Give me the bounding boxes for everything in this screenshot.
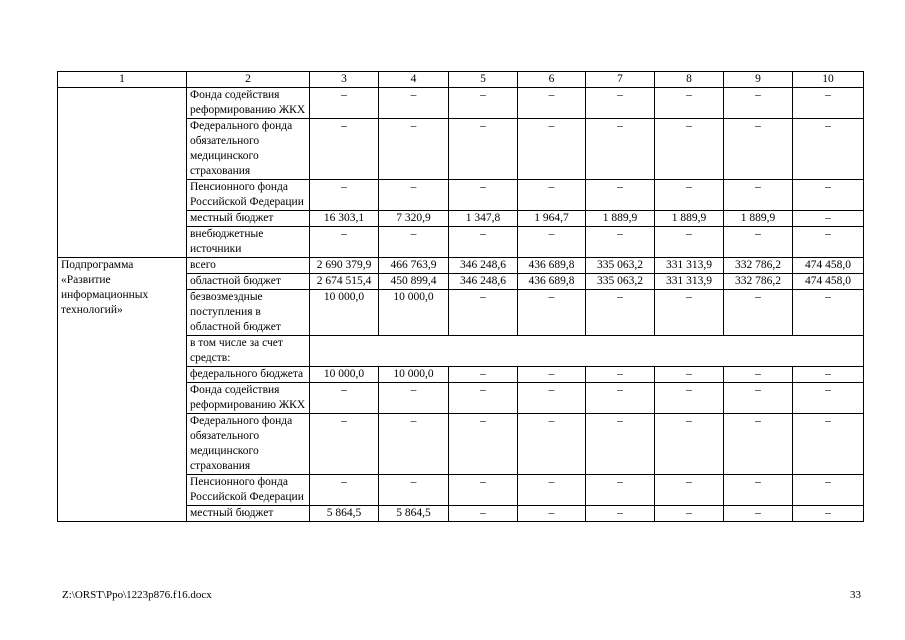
value-cell: – [586, 506, 655, 522]
source-label-cell: внебюджетные источники [187, 227, 310, 258]
value-cell: 1 964,7 [518, 211, 586, 227]
header-cell: 3 [310, 72, 379, 88]
value-cell: 10 000,0 [379, 367, 449, 383]
header-cell: 5 [449, 72, 518, 88]
value-cell: 16 303,1 [310, 211, 379, 227]
value-cell: – [379, 88, 449, 119]
value-cell: – [449, 383, 518, 414]
value-cell: – [518, 383, 586, 414]
value-cell: – [724, 414, 793, 475]
value-cell: – [793, 227, 864, 258]
value-cell: – [655, 290, 724, 336]
value-cell: 5 864,5 [379, 506, 449, 522]
value-cell: – [655, 180, 724, 211]
value-cell: – [586, 383, 655, 414]
value-cell: – [655, 88, 724, 119]
value-cell: 331 313,9 [655, 274, 724, 290]
header-cell: 6 [518, 72, 586, 88]
header-cell: 1 [58, 72, 187, 88]
value-cell: – [310, 414, 379, 475]
source-label-cell: местный бюджет [187, 211, 310, 227]
header-cell: 8 [655, 72, 724, 88]
header-cell: 4 [379, 72, 449, 88]
value-cell: – [724, 367, 793, 383]
value-cell: – [793, 88, 864, 119]
program-name-cell [58, 88, 187, 258]
footer-file-path: Z:\ORST\Ppo\1223p876.f16.docx [62, 589, 212, 601]
value-cell: – [379, 119, 449, 180]
source-label-cell: Федерального фонда обязательного медицинского страхования [187, 119, 310, 180]
value-cell: – [449, 180, 518, 211]
value-cell: – [518, 227, 586, 258]
source-label-cell: Пенсионного фонда Российской Федерации [187, 475, 310, 506]
value-cell: – [449, 227, 518, 258]
source-label-cell: Пенсионного фонда Российской Федерации [187, 180, 310, 211]
value-cell: – [724, 119, 793, 180]
value-cell: 2 674 515,4 [310, 274, 379, 290]
value-cell: – [724, 506, 793, 522]
value-cell: – [449, 119, 518, 180]
source-label-cell: безвозмездные поступления в областной бюджет [187, 290, 310, 336]
value-cell: – [310, 383, 379, 414]
value-cell: 2 690 379,9 [310, 258, 379, 274]
value-cell: 332 786,2 [724, 258, 793, 274]
value-cell: 450 899,4 [379, 274, 449, 290]
value-cell: – [793, 180, 864, 211]
value-cell: – [793, 475, 864, 506]
value-cell: – [724, 227, 793, 258]
value-cell: 466 763,9 [379, 258, 449, 274]
value-cell: – [586, 88, 655, 119]
value-cell: – [518, 180, 586, 211]
value-cell: – [586, 367, 655, 383]
value-cell: – [586, 475, 655, 506]
value-cell: – [586, 414, 655, 475]
source-label-cell: местный бюджет [187, 506, 310, 522]
program-name-cell: Подпрограмма «Развитие информационных технологий» [58, 258, 187, 522]
value-cell: – [655, 119, 724, 180]
value-cell: – [724, 475, 793, 506]
source-label-cell: областной бюджет [187, 274, 310, 290]
value-cell: 7 320,9 [379, 211, 449, 227]
value-cell: – [518, 506, 586, 522]
value-cell: – [655, 414, 724, 475]
value-cell: – [310, 88, 379, 119]
table-row [58, 258, 864, 274]
value-cell: – [793, 290, 864, 336]
value-cell: – [379, 227, 449, 258]
empty-span-cell [310, 336, 864, 367]
value-cell: – [449, 475, 518, 506]
source-label-cell: Федерального фонда обязательного медицинского страхования [187, 414, 310, 475]
value-cell: – [310, 180, 379, 211]
value-cell: – [655, 506, 724, 522]
value-cell: – [518, 119, 586, 180]
value-cell: 5 864,5 [310, 506, 379, 522]
value-cell: – [518, 367, 586, 383]
value-cell: 1 889,9 [724, 211, 793, 227]
value-cell: – [379, 475, 449, 506]
value-cell: – [449, 414, 518, 475]
header-cell: 7 [586, 72, 655, 88]
value-cell: – [793, 414, 864, 475]
value-cell: – [793, 506, 864, 522]
value-cell: – [310, 475, 379, 506]
header-cell: 2 [187, 72, 310, 88]
header-cell: 10 [793, 72, 864, 88]
value-cell: 1 889,9 [586, 211, 655, 227]
value-cell: 436 689,8 [518, 274, 586, 290]
value-cell: – [724, 290, 793, 336]
value-cell: – [724, 88, 793, 119]
value-cell: 346 248,6 [449, 258, 518, 274]
value-cell: – [586, 119, 655, 180]
table-row [58, 88, 864, 119]
source-label-cell: федерального бюджета [187, 367, 310, 383]
value-cell: – [449, 290, 518, 336]
value-cell: – [449, 367, 518, 383]
value-cell: 331 313,9 [655, 258, 724, 274]
value-cell: – [310, 119, 379, 180]
value-cell: – [793, 211, 864, 227]
value-cell: – [518, 290, 586, 336]
value-cell: – [586, 290, 655, 336]
value-cell: – [655, 475, 724, 506]
value-cell: – [518, 88, 586, 119]
value-cell: 10 000,0 [310, 367, 379, 383]
value-cell: 436 689,8 [518, 258, 586, 274]
footer-page-number: 33 [850, 589, 861, 601]
value-cell: 10 000,0 [310, 290, 379, 336]
value-cell: 335 063,2 [586, 274, 655, 290]
value-cell: – [518, 475, 586, 506]
source-label-cell: Фонда содействия реформированию ЖКХ [187, 383, 310, 414]
source-label-cell: всего [187, 258, 310, 274]
value-cell: 474 458,0 [793, 274, 864, 290]
value-cell: – [724, 180, 793, 211]
value-cell: – [310, 227, 379, 258]
value-cell: – [449, 88, 518, 119]
value-cell: – [379, 383, 449, 414]
value-cell: – [655, 383, 724, 414]
value-cell: 474 458,0 [793, 258, 864, 274]
header-row [58, 72, 864, 88]
source-label-cell: Фонда содействия реформированию ЖКХ [187, 88, 310, 119]
value-cell: – [586, 180, 655, 211]
table-body [58, 72, 864, 522]
value-cell: – [586, 227, 655, 258]
value-cell: – [793, 367, 864, 383]
value-cell: – [655, 227, 724, 258]
value-cell: – [655, 367, 724, 383]
value-cell: 335 063,2 [586, 258, 655, 274]
value-cell: 10 000,0 [379, 290, 449, 336]
value-cell: 332 786,2 [724, 274, 793, 290]
value-cell: – [793, 119, 864, 180]
value-cell: – [518, 414, 586, 475]
value-cell: 1 889,9 [655, 211, 724, 227]
value-cell: – [449, 506, 518, 522]
value-cell: 346 248,6 [449, 274, 518, 290]
value-cell: – [793, 383, 864, 414]
value-cell: – [379, 414, 449, 475]
source-label-cell: в том числе за счет средств: [187, 336, 310, 367]
value-cell: – [379, 180, 449, 211]
value-cell: – [724, 383, 793, 414]
budget-table [57, 71, 864, 522]
value-cell: 1 347,8 [449, 211, 518, 227]
header-cell: 9 [724, 72, 793, 88]
